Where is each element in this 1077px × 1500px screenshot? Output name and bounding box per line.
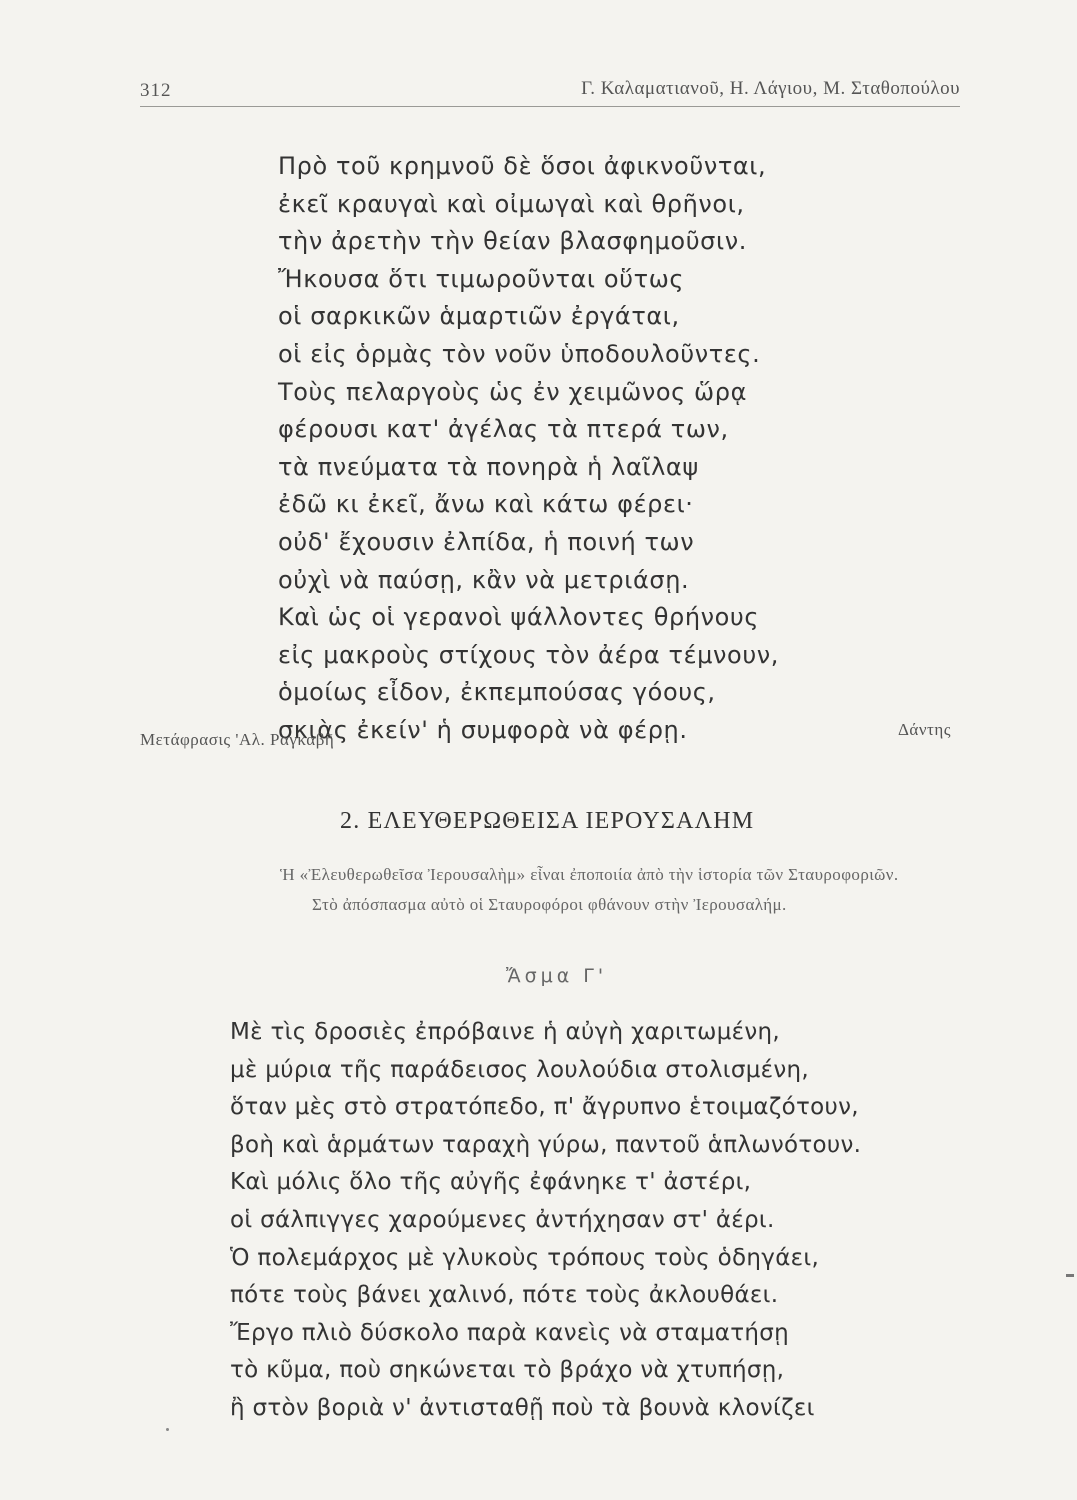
running-header (140, 76, 960, 107)
verse-line: Τοὺς πελαργοὺς ὡς ἐν χειμῶνος ὥρᾳ (278, 377, 748, 406)
verse-line: Ὁ πολεμάρχος μὲ γλυκοὺς τρόπους τοὺς ὁδηγάει, (230, 1244, 820, 1271)
verse-line: οἱ σαρκικῶν ἁμαρτιῶν ἐργάται, (278, 302, 680, 331)
verse-line: ὁμοίως εἶδον, ἐκπεμπούσας γόους, (278, 678, 716, 707)
poem-jerusalem-excerpt (230, 1014, 861, 1428)
verse-line: Μὲ τὶς δροσιὲς ἐπρόβαινε ἡ αὐγὴ χαριτωμένη, (230, 1019, 781, 1045)
section-heading: 2. ΕΛΕΥΘΕΡΩΘΕΙΣΑ ΙΕΡΟΥΣΑΛΗΜ (340, 808, 755, 834)
verse-line: οἱ σάλπιγγες χαρούμενες ἀντήχησαν στ' ἀέρι. (230, 1206, 775, 1233)
verse-line: μὲ μύρια τῆς παράδεισος λουλούδια στολισμένη, (230, 1056, 809, 1083)
translator-credit: Μετάφρασις 'Αλ. Ραγκαβῆ (140, 730, 335, 749)
verse-line: ὅταν μὲς στὸ στρατόπεδο, π' ἄγρυπνο ἑτοιμαζότουν, (230, 1094, 859, 1121)
verse-line: τὰ πνεύματα τὰ πονηρὰ ἡ λαῖλαψ (278, 452, 699, 481)
intro-paragraph: Στὸ ἀπόσπασμα αὐτὸ οἱ Σταυροφόροι φθάνουν στὴν Ἰερουσαλήμ. (312, 895, 787, 914)
intro-paragraph: Ἡ «Ἐλευθερωθεῖσα Ἰερουσαλὴμ» εἶναι ἐποποιία ἀπὸ τὴν ἱστορία τῶν Σταυροφοριῶν. (280, 865, 899, 884)
verse-line: βοὴ καὶ ἁρμάτων ταραχὴ γύρω, παντοῦ ἁπλωνότουν. (230, 1131, 862, 1158)
verse-line: τὸ κῦμα, ποὺ σηκώνεται τὸ βράχο νὰ χτυπήσῃ, (230, 1357, 785, 1384)
verse-line: Καὶ μόλις ὅλο τῆς αὐγῆς ἐφάνηκε τ' ἀστέρι, (230, 1169, 752, 1196)
verse-line: πότε τοὺς βάνει χαλινό, πότε τοὺς ἀκλουθάει. (230, 1282, 779, 1309)
verse-line: Ἔργο πλιὸ δύσκολο παρὰ κανεὶς νὰ σταματήσῃ (230, 1319, 790, 1346)
author-credit: Δάντης (898, 720, 951, 739)
verse-line: φέρουσι κατ' ἀγέλας τὰ πτερά των, (278, 415, 729, 444)
verse-line: ἢ στὸν βοριὰ ν' ἀντισταθῇ ποὺ τὰ βουνὰ κλονίζει (230, 1394, 815, 1421)
verse-line: οὐχὶ νὰ παύσῃ, κἂν νὰ μετριάσῃ. (278, 565, 690, 594)
page-number: 312 (140, 80, 172, 101)
verse-line: τὴν ἀρετὴν τὴν θείαν βλασφημοῦσιν. (278, 227, 747, 256)
running-title: Γ. Καλαματιανοῦ, Η. Λάγιου, Μ. Σταθοπούλου (581, 78, 960, 99)
poem-dante-excerpt (278, 148, 779, 750)
verse-line: σκιὰς ἐκείν' ἡ συμφορὰ νὰ φέρῃ. (278, 715, 688, 744)
verse-line: εἰς μακροὺς στίχους τὸν ἀέρα τέμνουν, (278, 640, 780, 669)
verse-line: ἐκεῖ κραυγαὶ καὶ οἰμωγαὶ καὶ θρῆνοι, (278, 189, 745, 218)
verse-line: οὐδ' ἔχουσιν ἐλπίδα, ἡ ποινή των (278, 527, 695, 556)
margin-speck (166, 1428, 169, 1431)
verse-line: Ἤκουσα ὅτι τιμωροῦνται οὕτως (278, 264, 685, 293)
verse-line: Πρὸ τοῦ κρημνοῦ δὲ ὅσοι ἀφικνοῦνται, (278, 152, 767, 180)
verse-line: οἱ εἰς ὁρμὰς τὸν νοῦν ὑποδουλοῦντες. (278, 339, 761, 368)
section-intro (280, 860, 980, 920)
verse-line: Καὶ ὡς οἱ γερανοὶ ψάλλοντες θρήνους (278, 603, 760, 632)
canto-title: Ἄσμα Γ' (506, 965, 608, 987)
margin-mark (1066, 1274, 1074, 1277)
verse-line: ἐδῶ κι ἐκεῖ, ἄνω καὶ κάτω φέρει· (278, 490, 694, 519)
